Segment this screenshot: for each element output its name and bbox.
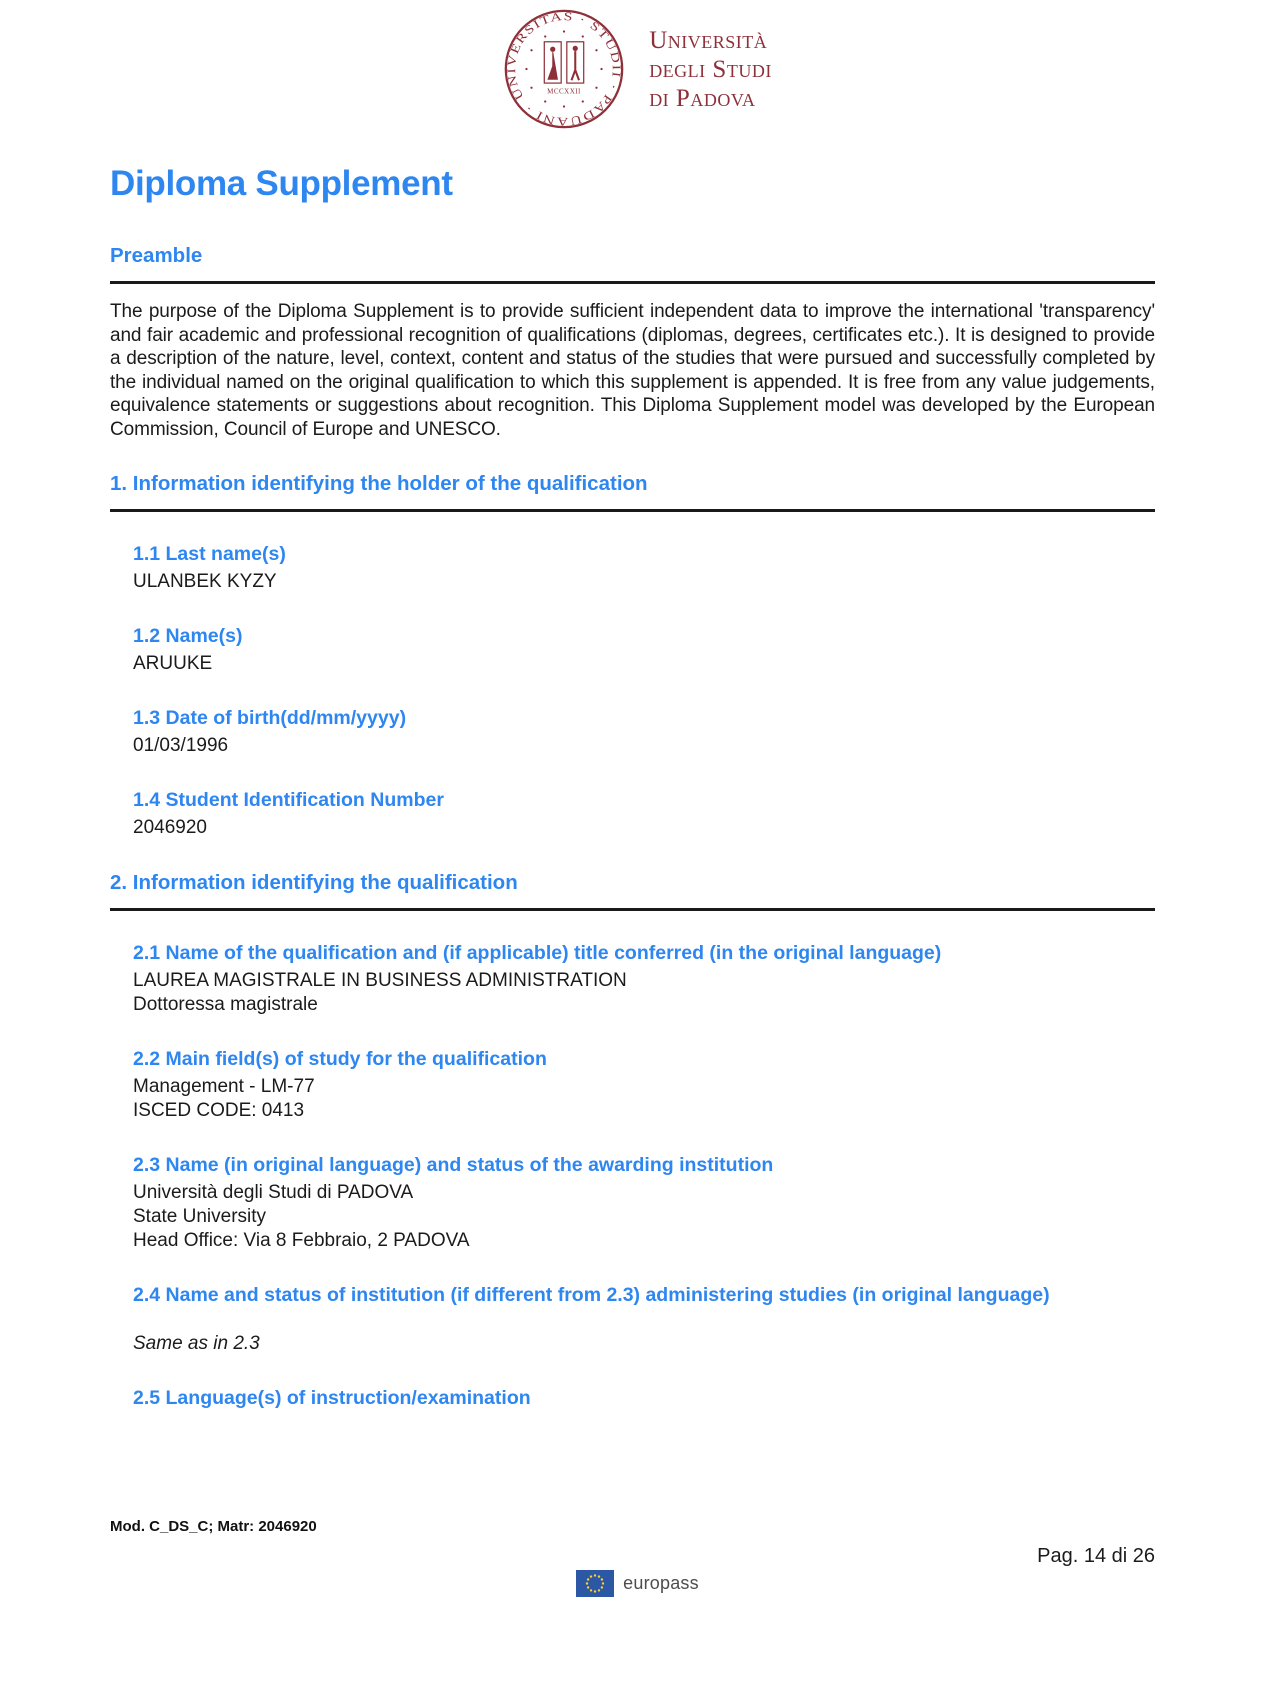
europass-logo bbox=[0, 1570, 1275, 1597]
university-wordmark bbox=[649, 26, 772, 113]
section-1-heading: 1. Information identifying the holder of the qualification bbox=[110, 472, 1155, 512]
preamble-heading: Preamble bbox=[110, 244, 1155, 284]
field-last-name bbox=[133, 542, 1155, 594]
footer-document-code: Mod. C_DS_C; Matr: 2046920 bbox=[110, 1518, 317, 1535]
seal-year-text: MCCXXII bbox=[547, 87, 582, 96]
field-first-name bbox=[133, 624, 1155, 676]
field-value: Same as in 2.3 bbox=[133, 1333, 260, 1354]
field-label: 2.5 Language(s) of instruction/examination bbox=[133, 1387, 531, 1409]
university-header bbox=[0, 0, 1275, 128]
footer-page-number: Pag. 14 di 26 bbox=[1037, 1545, 1155, 1567]
university-name-line: degli Studi bbox=[649, 55, 772, 83]
field-label: 1.4 Student Identification Number bbox=[133, 789, 444, 811]
field-student-id bbox=[133, 788, 1155, 840]
section-2-heading: 2. Information identifying the qualification bbox=[110, 871, 1155, 911]
svg-text:UNIVERSITAS · STUDII · PADUANI bbox=[505, 10, 623, 128]
seal-figures bbox=[548, 46, 579, 81]
field-value: Dottoressa magistrale bbox=[133, 994, 318, 1015]
field-label: 2.3 Name (in original language) and status of the awarding institution bbox=[133, 1154, 774, 1176]
field-value: 2046920 bbox=[133, 817, 207, 838]
seal-dots bbox=[526, 30, 603, 107]
university-name-line: Università bbox=[649, 26, 768, 54]
field-main-field-of-study bbox=[133, 1047, 1155, 1123]
seal-ring-text: UNIVERSITAS · STUDII · PADUANI · bbox=[505, 9, 624, 128]
field-value: State University bbox=[133, 1206, 267, 1227]
field-qualification-name bbox=[133, 941, 1155, 1017]
field-label: 1.3 Date of birth(dd/mm/yyyy) bbox=[133, 707, 407, 729]
field-value: ULANBEK KYZY bbox=[133, 571, 277, 592]
university-seal-icon bbox=[503, 8, 625, 130]
eu-flag-icon bbox=[576, 1570, 614, 1597]
document-content bbox=[0, 164, 1275, 1411]
field-label: 1.1 Last name(s) bbox=[133, 543, 286, 565]
field-administering-institution bbox=[133, 1283, 1155, 1356]
field-language-of-instruction bbox=[133, 1386, 1155, 1411]
page-title: Diploma Supplement bbox=[110, 164, 453, 203]
field-value: ARUUKE bbox=[133, 653, 213, 674]
field-label: 2.1 Name of the qualification and (if applicable) title conferred (in the original language) bbox=[133, 942, 942, 964]
field-value: Head Office: Via 8 Febbraio, 2 PADOVA bbox=[133, 1230, 470, 1251]
field-value: Management - LM-77 bbox=[133, 1076, 315, 1097]
field-value: 01/03/1996 bbox=[133, 735, 229, 756]
university-name-line: di Padova bbox=[649, 84, 756, 112]
field-label: 1.2 Name(s) bbox=[133, 625, 243, 647]
field-label: 2.2 Main field(s) of study for the qualification bbox=[133, 1048, 547, 1070]
field-value: ISCED CODE: 0413 bbox=[133, 1100, 305, 1121]
preamble-paragraph: The purpose of the Diploma Supplement is to provide sufficient independent data to improve the international 'transparency' and fair academic and professional recognition of qualifications (diplomas, degrees, certificates etc.). It is designed to provide a description of the nature, level, context, content and status of the studies that were pursued and successfully completed by the individual named on the original qualification to which this supplement is appended. It is free from any value judgements, equivalence statements or suggestions about recognition. This Diploma Supplement model was developed by the European Commission, Council of Europe and UNESCO. bbox=[110, 301, 1155, 440]
field-date-of-birth bbox=[133, 706, 1155, 758]
europass-label: europass bbox=[623, 1573, 699, 1593]
field-value: Università degli Studi di PADOVA bbox=[133, 1182, 414, 1203]
field-awarding-institution bbox=[133, 1153, 1155, 1253]
field-label: 2.4 Name and status of institution (if different from 2.3) administering studies (in original language) bbox=[133, 1284, 1050, 1306]
field-value: LAUREA MAGISTRALE IN BUSINESS ADMINISTRATION bbox=[133, 970, 627, 991]
